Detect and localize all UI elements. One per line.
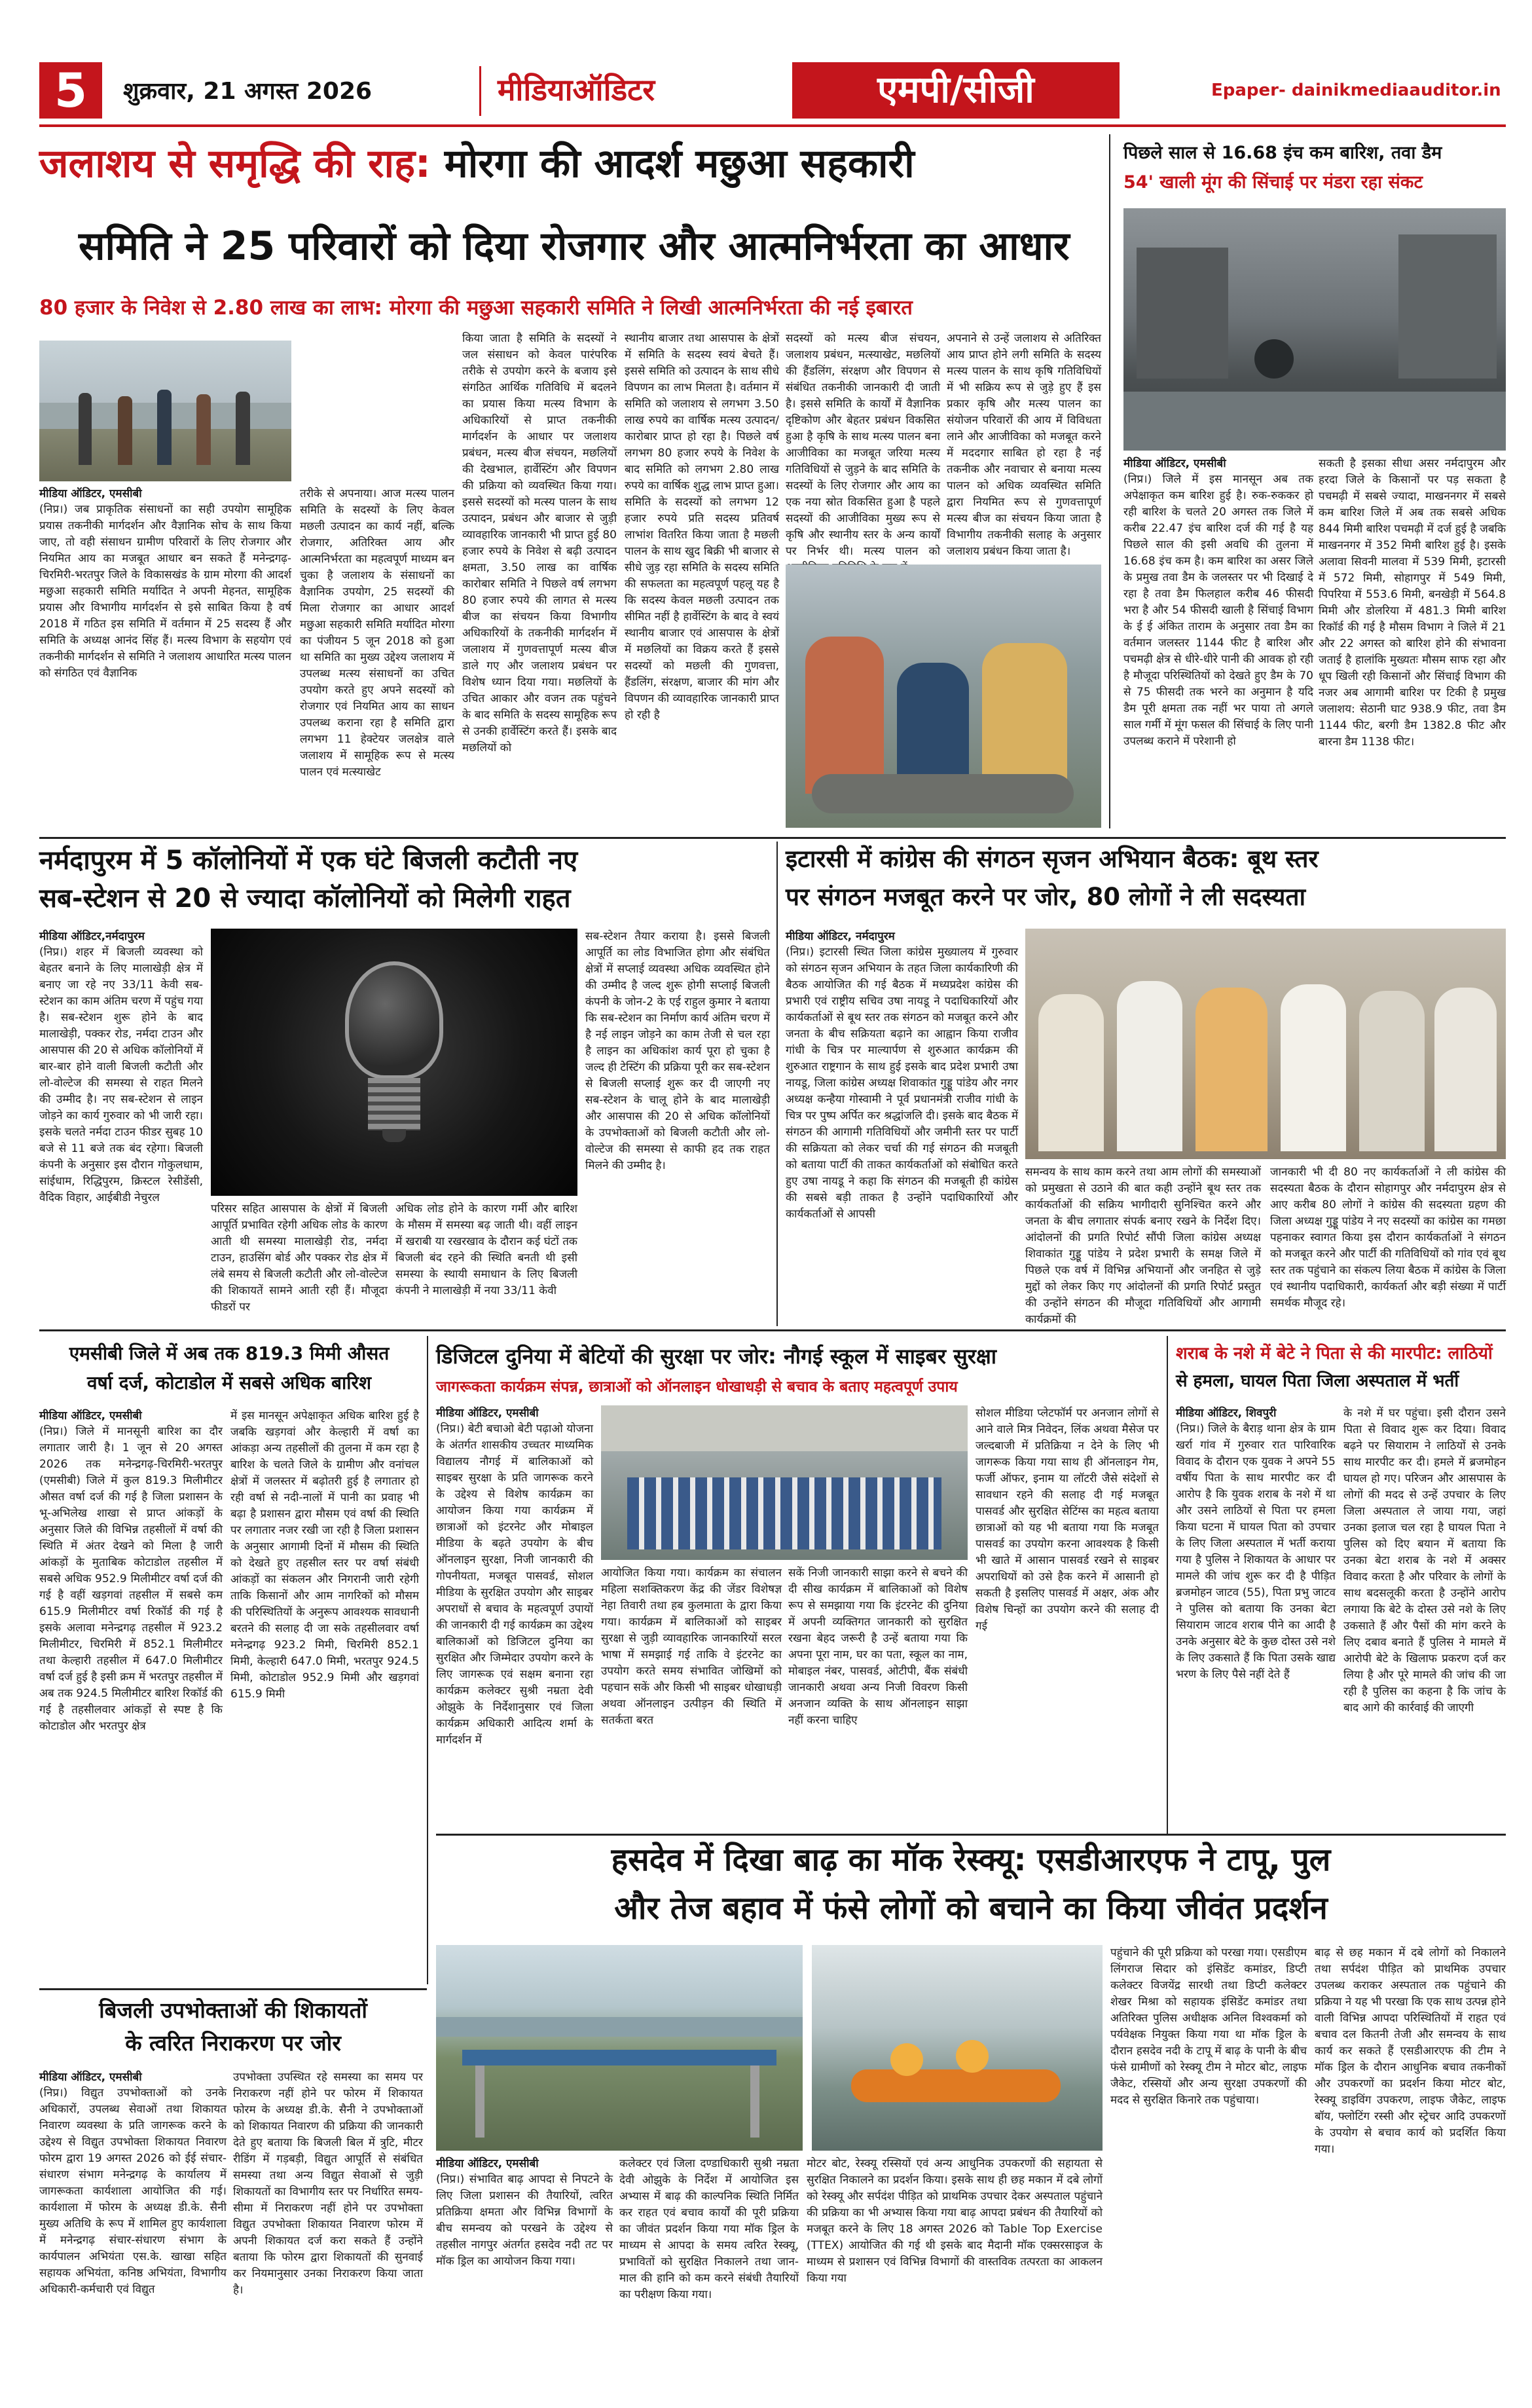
- story8-col5: बाढ़ से छह मकान में दबे लोगों को निकालने तथा सर्पदंश पीड़ित को प्राथमिक उपचार उपलब्ध कराकर अस्पताल तक पहुंचाने की प्रक्रिया ने यह भी परखा कि एक साथ उत्पन्न होने वाली विभिन्न आपदा परिस्थितियों में राहत एवं बचाव दल कितनी तेजी और समन्वय के साथ कार्य कर सकते हैं एसडीआरएफ की टीम ने मॉक ड्रिल के दौरान आधुनिक बचाव तकनीकों और उपकरणों का प्रदर्शन किया मोटर बोट, रेस्क्यू डाइविंग उपकरण, लाइफ जैकेट, लाइफ बॉय, फ्लोटिंग रस्सी और स्ट्रेचर आदि उपकरणों के उपयोग से बचाव कार्य को प्रदर्शित किया गया।: [1315, 1946, 1506, 2156]
- story1-photo-lake-members: [39, 341, 291, 481]
- story3-col2: परिसर सहित आसपास के क्षेत्रों में बिजली आपूर्ति प्रभावित रहेगी अधिक लोड के कारण आती थी समस्या मालाखेड़ी रोड, नर्मदा टाउन, हाउसिंग बोर्ड और पक्कर रोड क्षेत्र में लंबे समय से बिजली कटौती और लो-वोल्टेज की शिकायतें सामने आती रही हैं। मौजूदा फीडरों पर: [211, 1202, 388, 1314]
- story1-col2: तरीके से अपनाया। आज मत्स्य पालन समिति के सदस्यों के लिए केवल मछली उत्पादन का कार्य नहीं, बल्कि रोजगार, अतिरिक्त आय और आत्मनिर्भरता का महत्वपूर्ण माध्यम बन चुका है जलाशय के संसाधनों का वैज्ञानिक उपयोग, 25 सदस्यों की मिला रोजगार का आधार आदर्श मछुआ सहकारी समिति मर्यादित मोरगा का पंजीयन 5 जून 2018 को हुआ था समिति का मुख्य उद्देश्य जलाशय में उपलब्ध मत्स्य संसाधनों का उचित उपयोग करते हुए अपने सदस्यों को रोजगार एवं नियमित आय का साधन उपलब्ध कराना रहा है समिति द्वारा लगभग 11 हेक्टेयर जलक्षेत्र वाले जलाशय में सामूहिक रूप से मत्स्य पालन एवं मत्स्याखेट: [300, 487, 454, 779]
- story3-headline-line1: नर्मदापुरम में 5 कॉलोनियों में एक घंटे बिजली कटौती नए: [39, 845, 578, 876]
- story2-col1: (निप्र।) जिले में इस मानसून अब तक अपेक्षाकृत कम बारिश हुई है। रुक-रुककर हो रही बारिश के चलते 20 अगस्त तक जिले में करीब 22.47 इंच बारिश दर्ज की गई है यह पिछले साल की इसी अवधि की तुलना में 16.68 इंच कम है। कम बारिश का असर जिले के प्रमुख तवा डैम के जलस्तर पर भी दिखाई दे रहा है तवा डैम फिलहाल करीब 46 फीसदी भरा है और 54 फीसदी खाली है सिंचाई विभाग के ई ई अंकित ताराम के अनुसार तवा डैम का वर्तमान जलस्तर 1144 फीट है बारिश और पचमढ़ी क्षेत्र से धीरे-धीरे पानी की आवक हो रही है मौजूदा परिस्थितियों को देखते हुए डैम के 70 से 75 फीसदी तक भरने का अनुमान है यदि डैम पूरी क्षमता तक नहीं भर पाया तो अगले साल गर्मी में मूंग फसल की सिंचाई के लिए पानी उपलब्ध कराने में परेशानी हो: [1123, 473, 1313, 748]
- story6-dateline: मीडिया ऑडिटर, एमसीबी: [436, 1407, 539, 1420]
- story8-photo-rescue-boat: [812, 1945, 1103, 2151]
- story8-dateline: मीडिया ऑडिटर, एमसीबी: [436, 2157, 539, 2170]
- story9-col1: (निप्र।) विद्युत उपभोक्ताओं को उनके अधिकारों, उपलब्ध सेवाओं तथा शिकायत निवारण व्यवस्था के प्रति जागरूक करने के उद्देश्य से विद्युत उपभोक्ता शिकायत निवारण फोरम द्वारा 19 अगस्त 2026 को ईई संचार-संधारण संभाग मनेन्द्रगढ़ के कार्यालय में जागरूकता कार्यशाला आयोजित की गई। कार्यशाला में फोरम के अध्यक्ष डी.के. सैनी मुख्य अतिथि के रूप में शामिल हुए कार्यशाला में मनेन्द्रगढ़ संचार-संधारण संभाग के कार्यपालन अभियंता एस.के. खाखा सहित सहायक अभियंता, कनिष्ठ अभियंता, विभागीय अधिकारी-कर्मचारी एवं विद्युत: [39, 2086, 227, 2296]
- section-badge: एमपी/सीजी: [792, 62, 1120, 119]
- story9-headline-line1: बिजली उपभोक्ताओं की शिकायतों: [99, 1997, 367, 2023]
- story1-col4: स्थानीय बाजार तथा आसपास के क्षेत्रों में समिति के सदस्य स्वयं बेचते हैं। इससे समिति को उत्पादन के साथ सीधे विपणन का लाभ मिलता है। वर्तमान में समिति को जलाशय से लगभग 3.50 लाख रुपये का वार्षिक मत्स्य उत्पादन/कारोबार प्राप्त हो रहा है। पिछले वर्ष लगभग 80 हजार रुपये के निवेश के बाद समिति को लगभग 2.80 लाख रुपये का वार्षिक शुद्ध लाभ प्राप्त हुआ। समिति के सदस्यों को लगभग 12 हजार रुपये प्रति सदस्य प्रतिवर्ष लाभांश वितरित किया जाता है मछली पालन के साथ खुद बिक्री भी बाजार से सीधे जुड़ रहा समिति के सदस्य समिति की सफलता का महत्वपूर्ण पहलू यह है कि सदस्य केवल मछली उत्पादन तक सीमित नहीं है हार्वेस्टिंग के बाद वे स्वयं स्थानीय बाजार एवं आसपास के क्षेत्रों में मछलियों का विक्रय करते हैं इससे सदस्यों को मछली की गुणवत्ता, हैंडलिंग, संरक्षण, बाजार की मांग और विपणन की व्यावहारिक जानकारी प्राप्त हो रही है: [625, 332, 779, 722]
- story2-dateline: मीडिया ऑडिटर, एमसीबी: [1123, 457, 1226, 470]
- rule-row3: [436, 1834, 1506, 1836]
- story1-dateline: मीडिया ऑडिटर, एमसीबी: [39, 487, 142, 500]
- rule-story5-right: [427, 1336, 428, 1984]
- story4-headline-line2: पर संगठन मजबूत करने पर जोर, 80 लोगों ने ली सदस्यता: [786, 883, 1306, 911]
- story3-col1: (निप्र।) शहर में बिजली व्यवस्था को बेहतर बनाने के लिए मालाखेड़ी क्षेत्र में बनाए जा रहे नए 33/11 केवी सब-स्टेशन का काम अंतिम चरण में पहुंच गया है। सब-स्टेशन शुरू होने के बाद मालाखेड़ी, पक्कर रोड, नर्मदा टाउन और आसपास की 20 से अधिक कॉलोनियों में बार-बार होने वाली बिजली कटौती और लो-वोल्टेज की समस्या से राहत मिलने की उम्मीद है। नए सब-स्टेशन से लाइन जोड़ने का कार्य गुरुवार को भी जारी रहा। इसके चलते नर्मदा टाउन फीडर सुबह 10 बजे से 11 बजे तक बंद रहेगा। बिजली कंपनी के अनुसार इस दौरान गोकुलधाम, सांईधाम, रिद्धिपुरम, क्रिस्टल रेसीडेंसी, वैदिक विहार, आईबीडी नेचुरल: [39, 946, 203, 1204]
- story2-headline-line1: पिछले साल से 16.68 इंच कम बारिश, तवा डैम: [1123, 143, 1442, 163]
- masthead-divider: [479, 66, 481, 116]
- story2-col2: सकती है इसका सीधा असर नर्मदापुरम और हरदा जिले के किसानों पर पड़ सकता है पचमढ़ी में सबसे ज्यादा, माखननगर में सबसे कम बारिश जिले में अब तक सबसे अधिक 844 मिमी बारिश पचमढ़ी में दर्ज हुई है जबकि माखननगर में 352 मिमी बारिश हुई है। इसके अलावा सिवनी मालवा में 539 मिमी, इटारसी में 572 मिमी, सोहागपुर में 549 मिमी, पिपरिया में 553.6 मिमी, बनखेड़ी में 564.8 मिमी और डोलरिया में 481.3 मिमी बारिश रिकॉर्ड की गई है मौसम विभाग ने जिले में 21 और 22 अगस्त को बारिश होने की संभावना जताई है हालांकि मुख्यतः मौसम साफ रहा और धूप खिली रही किसानों और सिंचाई विभाग की नजर अब आगामी बारिश पर टिकी है प्रमुख जलाशय: सेठानी घाट 938.9 फीट, तवा डैम 1144 फीट, बरगी डैम 1382.8 फीट और बारना डैम 1138 फीट।: [1319, 457, 1506, 749]
- issue-date: शुक्रवार, 21 अगस्त 2026: [123, 78, 373, 105]
- story6-photo-school-assembly: [601, 1405, 968, 1560]
- story3-photo-bulb: [211, 929, 577, 1196]
- story8-col3-text: मोटर बोट, रेस्क्यू रस्सियों एवं अन्य आधुनिक उपकरणों की सहायता से सुरक्षित निकालने का प्रदर्शन किया। इसके साथ ही छह मकान में दबे लोगों को रेस्क्यू और सर्पदंश पीड़ित को प्राथमिक उपचार देकर अस्पताल पहुंचाने की प्रक्रिया का भी अभ्यास किया गया बाढ़ आपदा प्रबंधन की तैयारियों को मजबूत करने के लिए 18 अगस्त 2026 को Table Top Exercise (TTEX) आयोजित की गई थी इसके बाद मैदानी मॉक एक्सरसाइज के माध्यम से प्रशासन एवं विभिन्न विभागों की वास्तविक तत्परता का आकलन किया गया: [807, 2157, 1103, 2285]
- paper-name: मीडियाऑडिटर: [498, 72, 655, 107]
- story1-headline-black1: मोरगा की आदर्श मछुआ सहकारी: [444, 141, 915, 187]
- rule-story6-right: [1167, 1336, 1168, 1834]
- story3-col4: सब-स्टेशन तैयार कराया है। इससे बिजली आपूर्ति का लोड विभाजित होगा और संबंधित क्षेत्रों में सप्लाई व्यवस्था अधिक व्यवस्थित होने की उम्मीद है जल्द शुरू होगी सप्लाई बिजली कंपनी के जोन-2 के एई राहुल कुमार ने बताया कि सब-स्टेशन का निर्माण कार्य अंतिम चरण में है नई लाइन जोड़ने का काम तेजी से चल रहा है लाइन का अधिकांश कार्य पूरा हो चुका है जल्द ही टेस्टिंग की प्रक्रिया पूरी कर सब-स्टेशन से बिजली सप्लाई शुरू कर दी जाएगी नए सब-स्टेशन के चालू होने के बाद मालाखेड़ी और आसपास की 20 से अधिक कॉलोनियों के उपभोक्ताओं को बिजली कटौती और लो-वोल्टेज की समस्या से काफी हद तक राहत मिलने की उम्मीद है।: [585, 930, 770, 1172]
- story1-col3: किया जाता है समिति के सदस्यों ने जल संसाधन को केवल पारंपरिक तरीके से उपयोग करने के बजाय इसे संगठित आर्थिक गतिविधि में बदलने का प्रयास किया मत्स्य विभाग के अधिकारियों से प्राप्त तकनीकी मार्गदर्शन के आधार पर जलाशय प्रबंधन, मत्स्य बीज संचयन, मछलियों की देखभाल, हार्वेस्टिंग और विपणन की प्रक्रिया को व्यवस्थित किया गया। इससे सदस्यों को मत्स्य पालन के साथ उत्पादन, प्रबंधन और बाजार से जुड़ी व्यावहारिक जानकारी भी प्राप्त हुई 80 हजार रुपये के निवेश से बढ़ी उत्पादन क्षमता, 3.50 लाख का वार्षिक कारोबार समिति ने पिछले वर्ष लगभग 80 हजार रुपये की लागत से मत्स्य बीज का संचयन किया विभागीय अधिकारियों के तकनीकी मार्गदर्शन में जलाशय में गुणवत्तापूर्ण मत्स्य बीज डाले गए और जलाशय प्रबंधन पर विशेष ध्यान दिया गया। मछलियों के उचित आकार और वजन तक पहुंचने के बाद समिति के सदस्य सामूहिक रूप से उनकी हार्वेस्टिंग करते हैं। इसके बाद मछलियों को: [462, 332, 617, 754]
- story6-col4: सोशल मीडिया प्लेटफॉर्म पर अनजान लोगों से आने वाले मित्र निवेदन, लिंक अथवा मैसेज पर जल्दबाजी में प्रतिक्रिया न देने के लिए भी जागरूक किया गया साथ ही ऑनलाइन गेम, फर्जी ऑफर, इनाम या लॉटरी जैसे संदेशों से सावधान रहने की सलाह दी गई मजबूत पासवर्ड और सुरक्षित सेटिंग्स का महत्व बताया छात्राओं को यह भी बताया गया कि मजबूत पासवर्ड का उपयोग करना आवश्यक है किसी भी खाते में आसान पासवर्ड रखने से साइबर अपराधियों को उसे हैक करने में आसानी हो सकती है इसलिए पासवर्ड में अक्षर, अंक और विशेष चिन्हों का उपयोग करने की सलाह दी गई: [976, 1407, 1159, 1633]
- story1-headline-line1: [39, 140, 1100, 187]
- page-number-badge: 5: [39, 62, 102, 119]
- story8-headline-line1: हसदेव में दिखा बाढ़ का मॉक रेस्क्यू: एसडीआरएफ ने टापू, पुल: [611, 1842, 1331, 1878]
- story5-headline-line1: एमसीबी जिले में अब तक 819.3 मिमी औसत: [69, 1343, 390, 1364]
- story4-dateline: मीडिया ऑडिटर, नर्मदापुरम: [786, 930, 895, 943]
- story5-col1: (निप्र।) जिले में मानसूनी बारिश का दौर लगातार जारी है। 1 जून से 20 अगस्त 2026 तक मनेन्द्रगढ़-चिरमिरी-भरतपुर (एमसीबी) जिले में कुल 819.3 मिलीमीटर औसत वर्षा दर्ज की गई है जिला प्रशासन के भू-अभिलेख शाखा से प्राप्त आंकड़ों के अनुसार जिले की विभिन्न तहसीलों में वर्षा की स्थिति में अंतर देखने को मिला है जारी आंकड़ों के मुताबिक कोटाडोल तहसील में सबसे अधिक 952.9 मिलीमीटर वर्षा दर्ज की गई है वहीं खड़गवां तहसील में सबसे कम 615.9 मिलीमीटर वर्षा रिकॉर्ड की गई है इसके अलावा मनेन्द्रगढ़ तहसील में 923.2 मिलीमीटर, चिरमिरी में 852.1 मिलीमीटर तथा केल्हारी तहसील में 647.0 मिलीमीटर वर्षा दर्ज हुई है इसी क्रम में भरतपुर तहसील में अब तक 924.5 मिलीमीटर बारिश रिकॉर्ड की गई है तहसीलवार आंकड़ों से स्पष्ट है कि कोटाडोल और भरतपुर क्षेत्र: [39, 1425, 223, 1733]
- story6-subhead: जागरूकता कार्यक्रम संपन्न, छात्राओं को ऑनलाइन धोखाधड़ी से बचाव के बताए महत्वपूर्ण उपाय: [436, 1379, 958, 1396]
- story1-col5: सदस्यों को मत्स्य बीज संचयन, जलाशय प्रबंधन, मत्स्याखेट, मछलियों की हैंडलिंग, संरक्षण और विपणन से संबंधित तकनीकी जानकारी दी जाती है। इससे समिति के कार्यों में वैज्ञानिक दृष्टिकोण और बेहतर प्रबंधन विकसित हुआ है कृषि के साथ मत्स्य पालन बना आजीविका का मजबूत जरिया मत्स्य गतिविधियों से जुड़ने के बाद समिति के सदस्यों के लिए रोजगार और आय का एक नया स्रोत विकसित हुआ है पहले सदस्यों की आजीविका मुख्य रूप से कृषि और स्थानीय स्तर के अन्य कार्यों पर निर्भर थी। मत्स्य पालन को: [786, 332, 940, 558]
- story6-col3: सकें निजी जानकारी साझा करने से बचने की दी सीख कार्यक्रम में बालिकाओं को विशेष रूप से समझाया गया कि इंटरनेट की दुनिया में अपनी व्यक्तिगत जानकारी को सुरक्षित रखना बेहद जरूरी है उन्हें बताया गया कि अपना पूरा नाम, घर का पता, स्कूल का नाम, मोबाइल नंबर, पासवर्ड, ओटीपी, बैंक संबंधी जानकारी अथवा अन्य निजी विवरण किसी अनजान व्यक्ति के साथ ऑनलाइन साझा नहीं करना चाहिए: [788, 1566, 968, 1727]
- story7-dateline: मीडिया ऑडिटर, शिवपुरी: [1176, 1407, 1277, 1420]
- story8-col2: कलेक्टर एवं जिला दण्डाधिकारी सुश्री नम्रता देवी ओझुके के निर्देश में आयोजित इस अभ्यास में बाढ़ की काल्पनिक स्थिति निर्मित कर राहत एवं बचाव कार्यों की पूरी प्रक्रिया का जीवंत प्रदर्शन किया गया मॉक ड्रिल के माध्यम से आपदा के समय त्वरित रेस्क्यू, प्रभावितों को सुरक्षित निकालने तथा जान-माल की हानि को कम करने संबंधी तैयारियों का परीक्षण किया गया।: [619, 2157, 799, 2301]
- story9-headline-line2: के त्वरित निराकरण पर जोर: [125, 2030, 341, 2056]
- story3-dateline: मीडिया ऑडिटर,नर्मदापुरम: [39, 930, 145, 943]
- rule-story3-right: [776, 842, 778, 1326]
- story4-col3: जानकारी भी दी 80 नए कार्यकर्ताओं ने ली कांग्रेस की सदस्यता बैठक के दौरान सोहागपुर और नर्मदापुरम क्षेत्र से आए करीब 80 लोगों ने कांग्रेस की सदस्यता ग्रहण की जिला अध्यक्ष गुड्डू पांडेय ने नए सदस्यों का कांग्रेस का गमछा पहनाकर स्वागत किया इस दौरान कार्यकर्ताओं ने संगठन को मजबूत करने और पार्टी की गतिविधियों को गांव एवं बूथ स्तर तक पहुंचाने का संकल्प लिया बैठक में कांग्रेस के जिला एवं स्थानीय पदाधिकारी, कार्यकर्ता और बड़ी संख्या में पार्टी समर्थक मौजूद रहे।: [1270, 1166, 1506, 1310]
- story6-headline: डिजिटल दुनिया में बेटियों की सुरक्षा पर जोर: नौगई स्कूल में साइबर सुरक्षा: [436, 1344, 997, 1369]
- story7-col1: (निप्र।) जिले के बैराड़ थाना क्षेत्र के ग्राम खर्रा गांव में गुरुवार रात पारिवारिक विवाद के दौरान एक युवक ने अपने 55 वर्षीय पिता के साथ मारपीट कर दी आरोप है कि युवक शराब के नशे में था और उसने लाठियों से पिता पर हमला किया घटना में घायल पिता को उपचार के लिए जिला अस्पताल में भर्ती कराया गया है पुलिस ने शिकायत के आधार पर मामले की जांच शुरू कर दी है पीड़ित ब्रजमोहन जाटव (55), पिता प्रभु जाटव ने पुलिस को बताया कि उनका बेटा सियाराम जाटव शराब पीने का आदी है उनके अनुसार बेटे के कुछ दोस्त उसे नशे के लिए उकसाते हैं कि पिता उसके खाद्य भरण के लिए पैसे नहीं देते हैं: [1176, 1422, 1336, 1681]
- story8-col4: पहुंचाने की पूरी प्रक्रिया को परखा गया। एसडीएम लिंगराज सिदार को इंसिडेंट कमांडर, डिप्टी कलेक्टर विजयेंद्र सारथी तथा डिप्टी कलेक्टर शेखर मिश्रा को सहायक इंसिडेंट कमांडर तथा अतिरिक्त पुलिस अधीक्षक अनिल विश्वकर्मा को पर्यवेक्षक नियुक्त किया गया था मॉक ड्रिल के दौरान हसदेव नदी के टापू में बाढ़ के पानी के बीच फंसे ग्रामीणों को रेस्क्यू टीम ने मोटर बोट, लाइफ जैकेट, रस्सियों और अन्य सुरक्षा उपकरणों की मदद से सुरक्षित किनारे तक पहुंचाया।: [1110, 1946, 1307, 2107]
- masthead-rule: [39, 124, 1506, 127]
- story1-col6: अपनाने से उन्हें जलाशय से अतिरिक्त आय प्राप्त होने लगी समिति के सदस्य मत्स्य पालन के साथ कृषि गतिविधियों में भी सक्रिय रूप से जुड़े हुए हैं इस प्रकार कृषि और मत्स्य पालन का संयोजन परिवारों की आय में विविधता लाने और आजीविका को मजबूत करने में मददगार साबित हो रहा है नई तकनीक और नवाचार से बनाया मत्स्य पालन को अधिक व्यवस्थित समिति द्वारा नियमित रूप से गुणवत्तापूर्ण मत्स्य बीज का संचयन किया जाता है विभागीय तकनीकी सलाह के अनुसार जलाशय प्रबंधन किया जाता है।: [947, 332, 1101, 558]
- story4-photo-meeting: [1025, 929, 1506, 1159]
- story1-photo-fish-harvest: [786, 565, 1101, 828]
- story3-headline-line2: सब-स्टेशन से 20 से ज्यादा कॉलोनियों को मिलेगी राहत: [39, 883, 571, 914]
- rule-row2: [39, 1329, 1506, 1331]
- rule-story1-right: [1109, 134, 1110, 828]
- story1-headline-red: जलाशय से समृद्धि की राह:: [39, 141, 431, 187]
- story3-col3: अधिक लोड होने के कारण गर्मी और बारिश के मौसम में समस्या बढ़ जाती थी। वहीं लाइन में खराबी या रखरखाव के दौरान कई घंटों तक बिजली बंद रहने की स्थिति बनती थी इसी समस्या के स्थायी समाधान के लिए बिजली कंपनी ने मालाखेड़ी में नया 33/11 केवी: [395, 1202, 577, 1297]
- rule-row1: [39, 837, 1506, 839]
- rule-story9-top: [39, 1988, 427, 1990]
- story6-col1: (निप्र।) बेटी बचाओ बेटी पढ़ाओ योजना के अंतर्गत शासकीय उच्चतर माध्यमिक विद्यालय नौगई में बालिकाओं को साइबर सुरक्षा के प्रति जागरूक करने के उद्देश्य से विशेष कार्यक्रम का आयोजन किया गया कार्यक्रम में छात्राओं को इंटरनेट और मोबाइल मीडिया के बढ़ते उपयोग के बीच ऑनलाइन सुरक्षा, निजी जानकारी की गोपनीयता, मजबूत पासवर्ड, सोशल मीडिया के सुरक्षित उपयोग और साइबर अपराधों से बचाव के महत्वपूर्ण उपायों की जानकारी दी गई कार्यक्रम का उद्देश्य बालिकाओं को डिजिटल दुनिया का सुरक्षित और जिम्मेदार उपयोग करने के लिए जागरूक एवं सक्षम बनाना रहा कार्यक्रम कलेक्टर सुश्री नम्रता देवी ओझुके के निर्देशानुसार एवं जिला कार्यक्रम अधिकारी आदित्य शर्मा के मार्गदर्शन में: [436, 1422, 593, 1747]
- story1-headline-line2: समिति ने 25 परिवारों को दिया रोजगार और आत्मनिर्भरता का आधार: [79, 223, 1070, 269]
- story7-headline-line1: शराब के नशे में बेटे ने पिता से की मारपीट: लाठियों: [1176, 1344, 1493, 1363]
- story8-headline-line2: और तेज बहाव में फंसे लोगों को बचाने का किया जीवंत प्रदर्शन: [614, 1890, 1328, 1927]
- story7-headline-line2: से हमला, घायल पिता जिला अस्पताल में भर्ती: [1176, 1371, 1459, 1391]
- story9-dateline: मीडिया ऑडिटर, एमसीबी: [39, 2071, 142, 2084]
- story2-headline-line2: 54' खाली मूंग की सिंचाई पर मंडरा रहा संकट: [1123, 172, 1423, 193]
- story1-col1: (निप्र।) जब प्राकृतिक संसाधनों का सही उपयोग सामूहिक प्रयास तकनीकी मार्गदर्शन और वैज्ञानिक सोच के साथ किया जाए, तो वही संसाधन ग्रामीण परिवारों के लिए रोजगार और नियमित आय का मजबूत आधार बन सकते हैं मनेन्द्रगढ़-चिरमिरी-भरतपुर जिले के विकासखंड के ग्राम मोरगा की आदर्श मछुआ सहकारी समिति मर्यादित ने अपनी मेहनत, सामूहिक प्रयास और विभागीय मार्गदर्शन से इसे साबित किया है वर्ष 2018 में गठित इस समिति में वर्तमान में 25 सदस्य हैं और समिति के अध्यक्ष आनंद सिंह हैं। मत्स्य विभाग के सहयोग एवं तकनीकी मार्गदर्शन से समिति ने जलाशय आधारित मत्स्य पालन को संगठित एवं वैज्ञानिक: [39, 503, 291, 680]
- story8-photo-river-bridge: [436, 1945, 803, 2151]
- story7-col2: के नशे में घर पहुंचा। इसी दौरान उसने पिता से विवाद शुरू कर दिया। विवाद बढ़ने पर सियाराम ने लाठियों से उनके साथ मारपीट कर दी। हमले में ब्रजमोहन घायल हो गए। परिजन और आसपास के लोगों की मदद से उन्हें उपचार के लिए जिला अस्पताल ले जाया गया, जहां उनका इलाज चल रहा है घायल पिता ने पुलिस को दिए बयान में बताया कि उनका बेटा शराब के नशे में अक्सर विवाद करता है और परिवार के लोगों के साथ बदसलूकी करता है उन्होंने आरोप लगाया कि बेटे के दोस्त उसे नशे के लिए उकसाते हैं और पैसों की मांग करने के लिए दबाव बनाते हैं पुलिस ने मामले में आरोपी बेटे के खिलाफ प्रकरण दर्ज कर लिया है और पूरे मामले की जांच की जा रही है पुलिस का कहना है कि जांच के बाद आगे की कार्रवाई की जाएगी: [1343, 1407, 1506, 1714]
- story5-col2: में इस मानसून अपेक्षाकृत अधिक बारिश हुई है जबकि खड़गवां और केल्हारी में वर्षा का आंकड़ा अन्य तहसीलों की तुलना में कम रहा है बारिश के चलते जिले के ग्रामीण और वनांचल क्षेत्रों में जलस्तर में बढ़ोतरी हुई है लगातार हो रही वर्षा से नदी-नालों में पानी का प्रवाह भी बढ़ा है प्रशासन द्वारा मौसम एवं वर्षा की स्थिति पर लगातार नजर रखी जा रही है जिला प्रशासन के अनुसार आगामी दिनों में मौसम की स्थिति को देखते हुए तहसील स्तर पर वर्षा संबंधी आंकड़ों का संकलन और निगरानी जारी रहेगी ताकि किसानों और आम नागरिकों को मौसम की परिस्थितियों के अनुरूप आवश्यक सावधानी बरतने की सलाह दी जा सके तहसीलवार वर्षा मनेन्द्रगढ़ 923.2 मिमी, चिरमिरी 852.1 मिमी, केल्हारी 647.0 मिमी, भरतपुर 924.5 मिमी, कोटाडोल 952.9 मिमी और खड़गवां 615.9 मिमी: [230, 1409, 419, 1701]
- masthead: [39, 62, 1506, 120]
- story4-headline-line1: इटारसी में कांग्रेस की संगठन सृजन अभियान बैठक: बूथ स्तर: [786, 845, 1319, 873]
- story5-headline-line2: वर्षा दर्ज, कोटाडोल में सबसे अधिक बारिश: [86, 1372, 372, 1394]
- epaper-url[interactable]: Epaper- dainikmediaauditor.in: [1211, 81, 1501, 100]
- story6-col2: आयोजित किया गया। कार्यक्रम का संचालन महिला सशक्तिकरण केंद्र की जेंडर विशेषज्ञ नेहा तिवारी तथा हब कुलमाता के द्वारा किया गया। कार्यक्रम में बालिकाओं को साइबर सुरक्षा से जुड़ी व्यावहारिक जानकारियों सरल भाषा में समझाई गई ताकि वे इंटरनेट का उपयोग करते समय संभावित जोखिमों को पहचान सकें और किसी भी साइबर धोखाधड़ी अथवा ऑनलाइन उत्पीड़न की स्थिति में सतर्कता बरत: [601, 1566, 782, 1727]
- story9-col2: उपभोक्ता उपस्थित रहे समस्या का समय पर निराकरण नहीं होने पर फोरम में शिकायत फोरम के अध्यक्ष डी.के. सैनी ने उपभोक्ताओं को शिकायत निवारण की प्रक्रिया की जानकारी देते हुए बताया कि बिजली बिल में त्रुटि, मीटर रीडिंग में गड़बड़ी, विद्युत आपूर्ति से संबंधित समस्या तथा अन्य विद्युत सेवाओं से जुड़ी शिकायतों का विभागीय स्तर पर निर्धारित समय-सीमा में निराकरण नहीं होने पर उपभोक्ता विद्युत उपभोक्ता शिकायत निवारण फोरम में अपनी शिकायत दर्ज करा सकते हैं उन्होंने बताया कि फोरम द्वारा शिकायतों की सुनवाई कर नियमानुसार उनका निराकरण किया जाता है।: [233, 2071, 423, 2297]
- story2-photo-rain-street: [1123, 208, 1506, 451]
- story5-dateline: मीडिया ऑडिटर, एमसीबी: [39, 1409, 142, 1422]
- story1-subhead: 80 हजार के निवेश से 2.80 लाख का लाभ: मोरगा की मछुआ सहकारी समिति ने लिखी आत्मनिर्भरता की नई इबारत: [39, 296, 913, 320]
- story8-col1: (निप्र।) संभावित बाढ़ आपदा से निपटने के लिए जिला प्रशासन की तैयारियों, त्वरित प्रतिक्रिया क्षमता और विभिन्न विभागों के बीच समन्वय को परखने के उद्देश्य से तहसील नागपुर अंतर्गत हसदेव नदी तट पर मॉक ड्रिल का आयोजन किया गया।: [436, 2173, 613, 2268]
- story4-col1: (निप्र।) इटारसी स्थित जिला कांग्रेस मुख्यालय में गुरुवार को संगठन सृजन अभियान के तहत जिला कार्यकारिणी की बैठक आयोजित की गई बैठक में मध्यप्रदेश कांग्रेस की प्रभारी एवं राष्ट्रीय सचिव उषा नायडू ने पदाधिकारियों और कार्यकर्ताओं से बूथ स्तर तक संगठन को मजबूत करने और जनता के बीच सक्रियता बढ़ाने का आह्वान किया राजीव गांधी के चित्र पर माल्यार्पण से शुरुआत कार्यक्रम की शुरुआत राष्ट्रगान के साथ हुई इसके बाद प्रदेश प्रभारी उषा नायडू, जिला कांग्रेस अध्यक्ष शिवाकांत गुड्डू पांडेय और नगर अध्यक्ष कन्हैया गोस्वामी ने पूर्व प्रधानमंत्री राजीव गांधी के चित्र पर पुष्प अर्पित कर श्रद्धांजलि दी। इसके बाद बैठक में संगठन की आगामी गतिविधियों और जमीनी स्तर पर पार्टी की सक्रियता को लेकर चर्चा की गई संगठन की मजबूती को बताया पार्टी की ताकत कार्यकर्ताओं को संबोधित करते हुए उषा नायडू ने कहा कि संगठन की मजबूती ही कांग्रेस की सबसे बड़ी ताकत है उन्होंने पदाधिकारियों और कार्यकर्ताओं से आपसी: [786, 946, 1018, 1221]
- story4-col2: समन्वय के साथ काम करने तथा आम लोगों की समस्याओं को प्रमुखता से उठाने की बात कही उन्होंने बूथ स्तर तक कार्यकर्ताओं की सक्रिय भागीदारी सुनिश्चित करने और जनता के बीच लगातार संपर्क बनाए रखने के निर्देश दिए। आंदोलनों की प्रगति रिपोर्ट सौंपी जिला कांग्रेस अध्यक्ष शिवाकांत गुड्डू पांडेय ने प्रदेश प्रभारी के समक्ष जिले में पिछले एक वर्ष में विभिन्न अभियानों और जनहित से जुड़े मुद्दों को लेकर किए गए आंदोलनों की प्रगति रिपोर्ट प्रस्तुत की उन्होंने संगठन की मौजूदा गतिविधियों और आगामी कार्यक्रमों की: [1025, 1166, 1261, 1326]
